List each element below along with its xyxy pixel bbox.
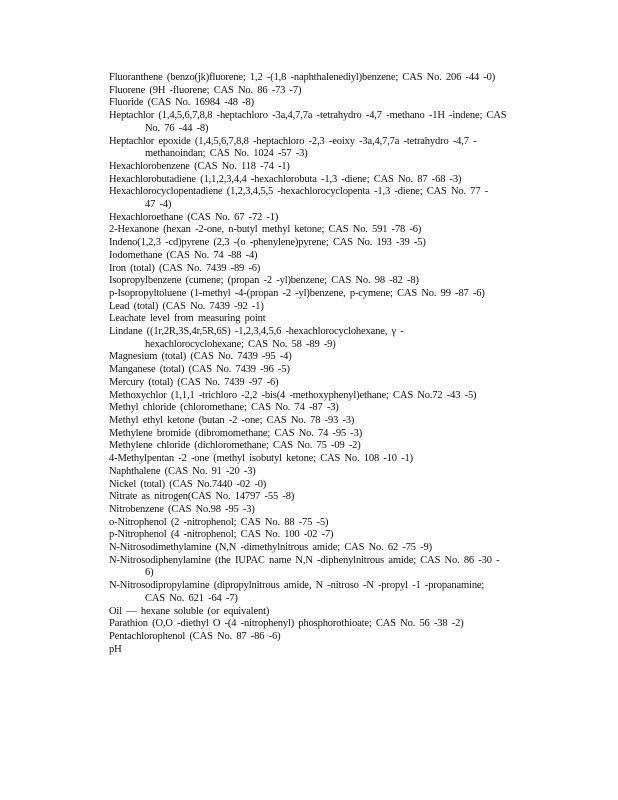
entry-text: N-Nitrosodiphenylamine (the IUPAC name N,N -diphenylnitrous amide; CAS No. 86 -30 - [109, 554, 500, 566]
list-item [109, 288, 539, 301]
list-item [109, 237, 539, 250]
list-item [109, 263, 539, 276]
list-item [109, 275, 539, 288]
entry-text: Lead (total) (CAS No. 7439 -92 -1) [109, 300, 264, 312]
list-item [109, 402, 539, 415]
entry-text: Iodomethane (CAS No. 74 -88 -4) [109, 249, 258, 261]
entry-text: Nitrate as nitrogen(CAS No. 14797 -55 -8) [109, 491, 295, 503]
list-item [109, 415, 539, 428]
entry-text: Nickel (total) (CAS No.7440 -02 -0) [109, 478, 267, 490]
list-item [109, 72, 539, 85]
entry-text: Oil — hexane soluble (or equivalent) [109, 605, 270, 617]
list-item [109, 580, 539, 605]
entry-text: 2-Hexanone (hexan -2-one, n-butyl methyl ketone; CAS No. 591 -78 -6) [109, 224, 422, 236]
list-item [109, 161, 539, 174]
entry-text: Naphthalene (CAS No. 91 -20 -3) [109, 465, 256, 477]
entry-continuation: methanoindan; CAS No. 1024 -57 -3) [145, 148, 308, 160]
list-item [109, 504, 539, 517]
entry-text: Hexachlorobenzene (CAS No. 118 -74 -1) [109, 160, 290, 172]
list-item [109, 606, 539, 619]
list-item [109, 351, 539, 364]
entry-text: Methyl ethyl ketone (butan -2 -one; CAS No. 78 -93 -3) [109, 414, 355, 426]
list-item [109, 377, 539, 390]
entry-text: Fluoride (CAS No. 16984 -48 -8) [109, 97, 254, 109]
entry-text: N-Nitrosodimethylamine (N,N -dimethylnitrous amide; CAS No. 62 -75 -9) [109, 542, 432, 554]
entry-continuation: No. 76 -44 -8) [145, 122, 209, 134]
entry-text: Fluorene (9H -fluorene; CAS No. 86 -73 -7) [109, 84, 302, 96]
entry-text: Leachate level from measuring point [109, 313, 266, 325]
entry-text: Hexachlorocyclopentadiene (1,2,3,4,5,5 -hexachlorocyclopenta -1,3 -diene; CAS No. 77 - [109, 186, 489, 198]
list-item [109, 97, 539, 110]
entry-text: Parathion (O,O -diethyl O -(4 -nitrophenyl) phosphorothioate; CAS No. 56 -38 -2) [109, 618, 464, 630]
list-item [109, 618, 539, 631]
list-item [109, 313, 539, 326]
list-item [109, 479, 539, 492]
list-item [109, 364, 539, 377]
list-item [109, 224, 539, 237]
entry-text: Methyl chloride (chloromethane; CAS No. 74 -87 -3) [109, 402, 339, 414]
list-item [109, 529, 539, 542]
list-item [109, 390, 539, 403]
list-item [109, 491, 539, 504]
entry-continuation: CAS No. 621 -64 -7) [145, 592, 238, 604]
list-item [109, 110, 539, 135]
entry-text: Pentachlorophenol (CAS No. 87 -86 -6) [109, 630, 281, 642]
entry-text: N-Nitrosodipropylamine (dipropylnitrous amide, N -nitroso -N -propyl -1 -propanamine; [109, 580, 485, 592]
entry-continuation: hexachlorocyclohexane; CAS No. 58 -89 -9) [145, 338, 336, 350]
entry-text: 4-Methylpentan -2 -one (methyl isobutyl ketone; CAS No. 108 -10 -1) [109, 453, 413, 465]
substance-list [109, 72, 539, 656]
entry-continuation: 47 -4) [145, 199, 172, 211]
entry-text: Heptachlor (1,4,5,6,7,8,8 -heptachloro -3a,4,7,7a -tetrahydro -4,7 -methano -1H -indene; CAS [109, 110, 507, 122]
list-item [109, 466, 539, 479]
list-item [109, 212, 539, 225]
entry-text: pH [109, 643, 122, 655]
entry-text: Hexachlorobutadiene (1,1,2,3,4,4 -hexachlorobuta -1,3 -diene; CAS No. 87 -68 -3) [109, 173, 462, 185]
entry-text: Iron (total) (CAS No. 7439 -89 -6) [109, 262, 261, 274]
entry-text: Mercury (total) (CAS No. 7439 -97 -6) [109, 376, 279, 388]
entry-text: Heptachlor epoxide (1,4,5,6,7,8,8 -heptachloro -2,3 -eoixy -3a,4,7,7a -tetrahydro -4,7 - [109, 135, 477, 147]
entry-text: Nitrobenzene (CAS No.98 -95 -3) [109, 503, 255, 515]
entry-text: Magnesium (total) (CAS No. 7439 -95 -4) [109, 351, 292, 363]
entry-text: Fluoranthene (benzo(jk)fluorene; 1,2 -(1,8 -naphthalenediyl)benzene; CAS No. 206 -44 -0) [109, 72, 496, 83]
list-item [109, 186, 539, 211]
list-item [109, 428, 539, 441]
entry-text: o-Nitrophenol (2 -nitrophenol; CAS No. 88 -75 -5) [109, 516, 329, 528]
list-item [109, 85, 539, 98]
list-item [109, 453, 539, 466]
list-item [109, 517, 539, 530]
list-item [109, 440, 539, 453]
entry-text: Methylene bromide (dibromomethane; CAS No. 74 -95 -3) [109, 427, 363, 439]
list-item [109, 174, 539, 187]
list-item [109, 631, 539, 644]
entry-text: Methylene chloride (dichloromethane; CAS No. 75 -09 -2) [109, 440, 361, 452]
list-item [109, 250, 539, 263]
entry-text: Lindane ((1r,2R,3S,4r,5R,6S) -1,2,3,4,5,6 -hexachlorocyclohexane, γ - [109, 326, 404, 338]
entry-text: Indeno(1,2,3 -cd)pyrene (2,3 -(o -phenylene)pyrene; CAS No. 193 -39 -5) [109, 237, 426, 249]
entry-text: Methoxychlor (1,1,1 -trichloro -2,2 -bis(4 -methoxyphenyl)ethane; CAS No.72 -43 -5) [109, 389, 477, 401]
list-item [109, 326, 539, 351]
entry-text: Hexachloroethane (CAS No. 67 -72 -1) [109, 211, 279, 223]
entry-continuation: 6) [145, 567, 154, 579]
entry-text: Isopropylbenzene (cumene; (propan -2 -yl)benzene; CAS No. 98 -82 -8) [109, 275, 419, 287]
list-item [109, 542, 539, 555]
list-item [109, 301, 539, 314]
list-item [109, 136, 539, 161]
list-item [109, 644, 539, 657]
entry-text: Manganese (total) (CAS No. 7439 -96 -5) [109, 364, 290, 376]
list-item [109, 555, 539, 580]
entry-text: p-Isopropyltoluene (1-methyl -4-(propan -2 -yl)benzene, p-cymene; CAS No. 99 -87 -6) [109, 287, 485, 299]
entry-text: p-Nitrophenol (4 -nitrophenol; CAS No. 100 -02 -7) [109, 529, 334, 541]
